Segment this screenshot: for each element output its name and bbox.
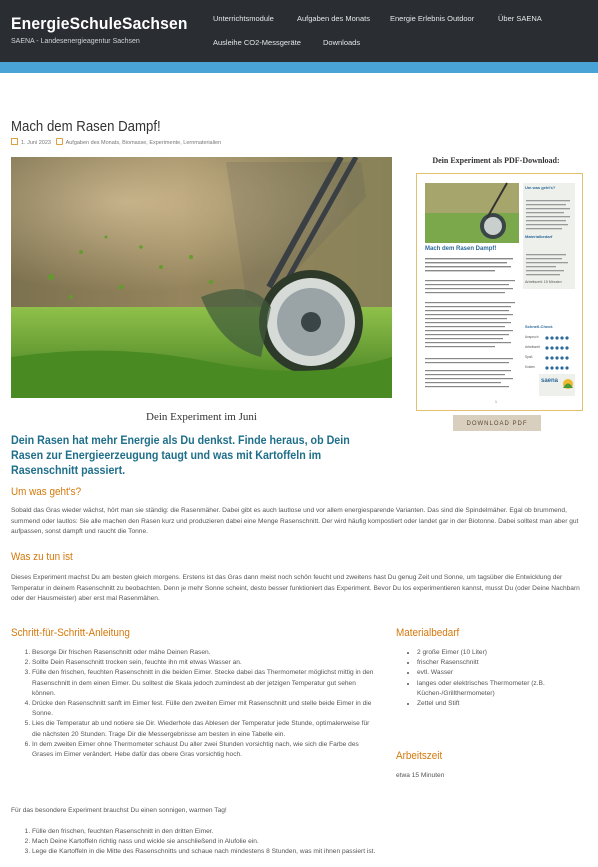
intro-text: Dein Rasen hat mehr Energie als Du denkst. Finde heraus, ob Dein Rasen zur Energieerzeugung taugt und was mit Kartoffeln im Rasenschnitt passiert. (11, 435, 350, 477)
list-item: 1. Besorge Dir frischen Rasenschnitt oder mähe Deinen Rasen. (32, 648, 377, 658)
hero-image-lawnmower (11, 157, 392, 398)
post-date[interactable]: 1. Juni 2023 (21, 140, 51, 146)
pdf-thumb-check-label: Kosten (525, 365, 535, 369)
list-item: 1. Fülle den frischen, feuchten Rasenschnitt in den dritten Eimer. (32, 827, 598, 837)
pdf-thumb-check-label: Spaß (525, 355, 533, 359)
pdf-preview-graphic (417, 174, 582, 410)
post-meta (11, 138, 221, 146)
list-item: • langes oder elektrisches Thermometer (z.B. Küchen-/Grillthermometer) (417, 679, 598, 699)
pdf-thumb-box-title: Um was geht's? (525, 185, 556, 190)
list-item: • 2 große Eimer (10 Liter) (417, 648, 598, 658)
nav-item-ausleihe[interactable]: Ausleihe CO2-Messgeräte (213, 38, 301, 47)
pdf-thumb-time-value: 15 Minuten (543, 280, 562, 284)
anleitung-list (11, 648, 377, 760)
pdf-preview-thumbnail[interactable] (416, 173, 583, 411)
list-item: 3. Fülle den frischen, feuchten Rasenschnitt in die beiden Eimer. Stecke dabei das Thermometer möglichst mittig in den Rasenschnitt in dem einen Eimer. Du solltest die Skala jedoch zumindest ab der jetzigen Temperatur gut sehen können. (32, 668, 377, 699)
pdf-thumb-time-label: Arbeitszeit (525, 280, 542, 284)
list-item: 4. Drücke den Rasenschnitt sanft im Eimer fest. Fülle den zweiten Eimer mit Rasenschnitt und stelle beide Eimer in die Sonne. (32, 699, 377, 719)
was-tun-text: Dieses Experiment machst Du am besten gleich morgens. Erstens ist das Gras dann meist noch schön feucht und zweitens hast Du genug Zeit und Sonne, um tagsüber die Entwicklung der Temperatur in deinem Rasenschnitt zu beobachten. Denn je mehr Sonne scheint, desto besser funktioniert das Experiment. Bevor Du los experimentieren kannst, musst Du (oder Deine Nachbarn oder der Hausmeister) aber erst mal Rasenmähen. (11, 574, 580, 602)
pdf-thumb-page-number: 1 (495, 400, 497, 404)
pdf-thumb-time: Arbeitszeit: 15 Minuten (525, 280, 562, 284)
site-header (0, 0, 598, 62)
section-title-arbeitszeit: Arbeitszeit (396, 750, 443, 762)
post-categories[interactable]: Aufgaben des Monats, Biomasse, Experimente, Lernmaterialien (65, 140, 222, 146)
download-pdf-button[interactable]: DOWNLOAD PDF (453, 415, 541, 431)
list-item: 3. Lege die Kartoffeln in die Mitte des Rasenschnitts und schaue nach mindestens 8 Stunden, was mit ihnen passiert ist. (32, 847, 598, 857)
material-list (396, 648, 598, 709)
header-accent-band (0, 62, 598, 73)
site-tagline: SAENA - Landesenergieagentur Sachsen (11, 38, 140, 45)
arbeitszeit-value: etwa 15 Minuten (396, 772, 445, 779)
post-title: Mach dem Rasen Dampf! (11, 118, 161, 135)
pdf-thumb-check-heading: Schnell-Check (525, 324, 553, 329)
section-title-was-tun: Was zu tun ist (11, 551, 73, 563)
list-item: 2. Mach Deine Kartoffeln richtig nass und wickle sie anschließend in Alufolie ein. (32, 837, 598, 847)
section-title-material: Materialbedarf (396, 627, 460, 639)
pdf-thumb-check-label: Arbeitszeit (525, 345, 540, 349)
list-item: 5. Lies die Temperatur ab und notiere sie Dir. Wiederhole das Ablesen der Temperatur jede Stunde, optimalerweise für die nächsten 20 Stunden. Trage Dir die Messergebnisse am besten in eine Tabelle ein. (32, 719, 377, 739)
nav-item-unterrichtsmodule[interactable]: Unterrichtsmodule (213, 14, 274, 23)
list-item: • evtl. Wasser (417, 668, 598, 678)
nav-item-ueber-saena[interactable]: Über SAENA (498, 14, 542, 23)
section-title-um-was: Um was geht's? (11, 486, 82, 498)
section-title-anleitung: Schritt-für-Schritt-Anleitung (11, 627, 130, 639)
list-item: • Zettel und Stift (417, 699, 598, 709)
calendar-icon (11, 138, 18, 145)
pdf-heading: Dein Experiment als PDF-Download: (432, 156, 560, 165)
folder-icon (56, 138, 63, 145)
list-item: 2. Sollte Dein Rasenschnitt trocken sein, feuchte ihn mit etwas Wasser an. (32, 658, 377, 668)
pdf-thumb-material-heading: Materialbedarf (525, 234, 553, 239)
image-caption: Dein Experiment im Juni (146, 411, 257, 423)
pdf-thumb-logo: saena (541, 378, 559, 384)
site-title[interactable]: EnergieSchuleSachsen (11, 14, 188, 33)
nav-item-outdoor[interactable]: Energie Erlebnis Outdoor (390, 14, 475, 23)
special-text: Für das besondere Experiment brauchst Du einen sonnigen, warmen Tag! (11, 807, 227, 814)
list-item: 6. In dem zweiten Eimer ohne Thermometer schaust Du aller zwei Stunden vorsichtig nach, wie sich die Farbe des Grases im Eimer verändert. Hebe dafür das obere Gras vorsichtig hoch. (32, 740, 377, 760)
pdf-thumb-check-label: Anspruch (525, 335, 539, 339)
pdf-thumb-title: Mach dem Rasen Dampf! (425, 246, 497, 252)
special-list (11, 827, 598, 858)
list-item: • frischer Rasenschnitt (417, 658, 598, 668)
nav-item-downloads[interactable]: Downloads (323, 38, 361, 47)
nav-item-aufgaben[interactable]: Aufgaben des Monats (297, 14, 370, 23)
um-was-text: Sobald das Gras wieder wächst, hört man sie ständig: die Rasenmäher. Dabei gibt es auch lautlose und vor allem energiesparende Varianten. Das sind die Spindelmäher. Egal ob brummend, summend oder lautlos: Sie alle machen den Rasen kurz und produzieren dabei eine Menge Rasenschnitt. Der wird häufig kompostiert oder landet gar in der Biotonne. Dabei solltest man aber gut aufpassen, sonst dampft und raucht die Tonne. (11, 507, 579, 535)
